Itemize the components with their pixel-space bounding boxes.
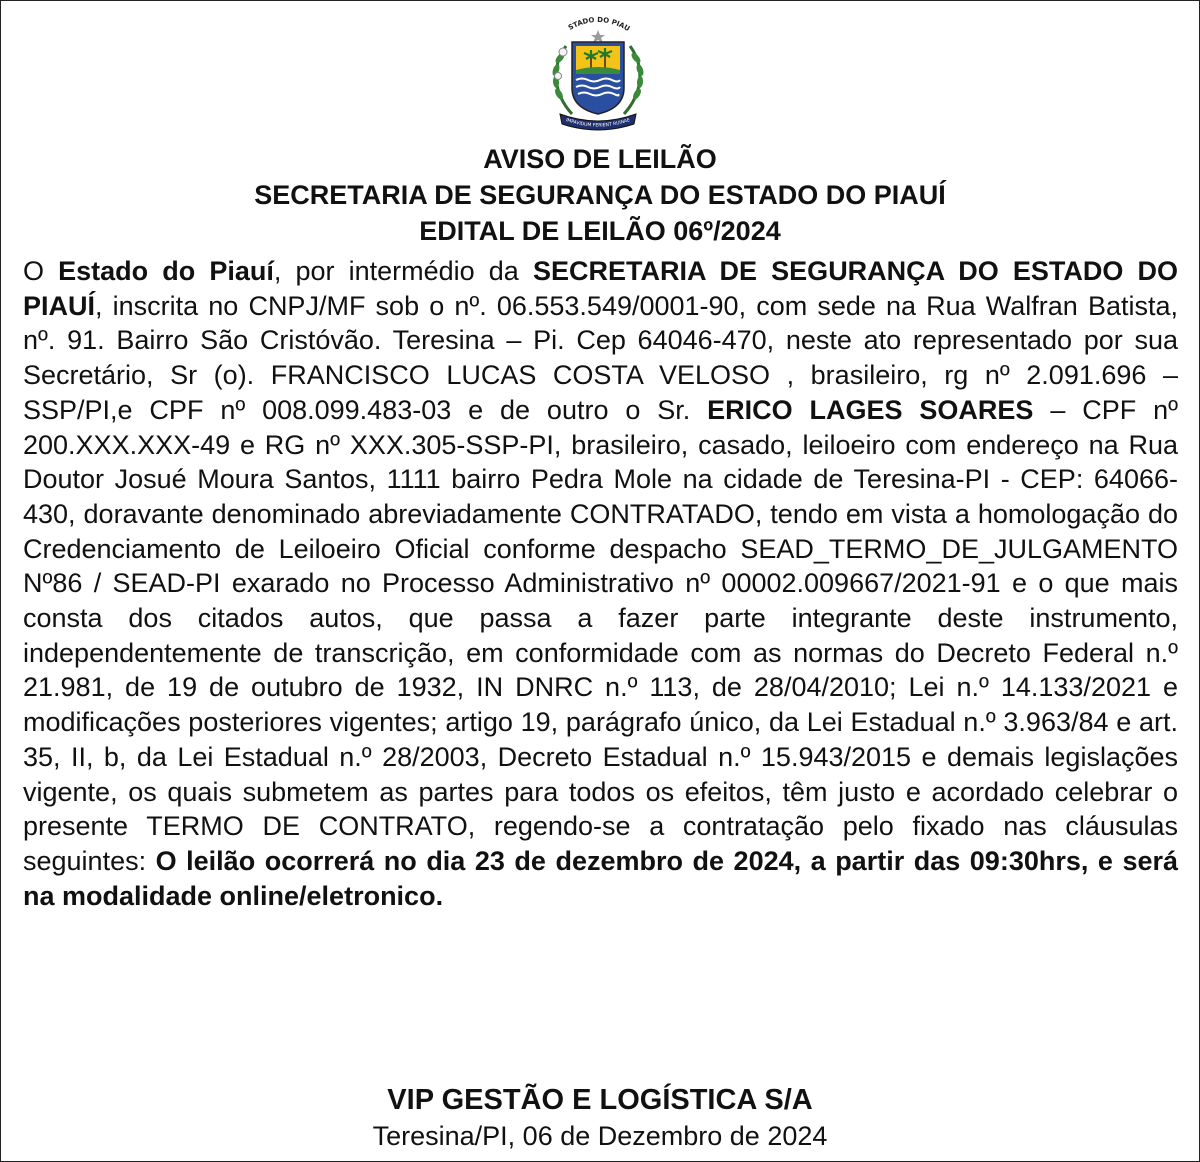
body-auction-date: O leilão ocorrerá no dia 23 de dezembro de 2024, a partir das 09:30hrs, e será na modalidade online/eletronico. — [23, 845, 1178, 911]
body-auctioneer-name: ERICO LAGES SOARES — [707, 394, 1034, 425]
notice-body — [23, 254, 1178, 913]
state-crest-icon — [538, 10, 658, 138]
crest-ribbon-text: IMPAVIDUM FERIENT RUINAE — [565, 118, 631, 129]
place-date: Teresina/PI, 06 de Dezembro de 2024 — [372, 1121, 828, 1151]
notice-title: AVISO DE LEILÃO — [483, 144, 717, 174]
signature-block — [0, 1082, 1200, 1154]
edital-number: EDITAL DE LEILÃO 06º/2024 — [419, 216, 781, 246]
body-intro: O — [23, 256, 59, 286]
notice-header — [0, 141, 1200, 249]
agency-name: SECRETARIA DE SEGURANÇA DO ESTADO DO PIAUÍ — [254, 180, 946, 210]
company-name: VIP GESTÃO E LOGÍSTICA S/A — [387, 1084, 813, 1116]
body-text-segment: , por intermédio da — [273, 256, 533, 286]
crest-top-text: STADO DO PIAU — [566, 15, 632, 34]
body-text-segment: , inscrita no CNPJ/MF sob o nº. 06.553.549/0001-90, com sede na Rua Walfran Batista, nº. 91. Bairro São Cristóvão. Teresina – Pi. Cep 64046-470, neste ato representado por sua Secretário, Sr (o). FRANCISCO LUCAS COSTA VELOSO , brasileiro, rg nº 2.091.696 – SSP/PI,e CPF nº 008.099.483-03 e de outro o Sr. — [23, 290, 1178, 425]
svg-text:ESTADO DO PIAUÍ — [538, 10, 631, 33]
body-agency-name: SECRETARIA DE SEGURANÇA DO ESTADO DO PIAUÍ — [23, 256, 1179, 321]
body-text-segment: – CPF nº 200.XXX.XXX-49 e RG nº XXX.305-SSP-PI, brasileiro, casado, leiloeiro com endereço na Rua Doutor Josué Moura Santos, 1111 bairro Pedra Mole na cidade de Teresina-PI - CEP: 64066-430, doravante denominado abreviadamente CONTRATADO, tendo em vista a homologação do Credenciamento de Leiloeiro Oficial conforme despacho SEAD_TERMO_DE_JULGAMENTO Nº86 / SEAD-PI exarado no Processo Administrativo nº 00002.009667/2021-91 e o que mais consta dos citados autos, que passa a fazer parte integrante deste instrumento, independentemente de transcrição, em conformidade com as normas do Decreto Federal n.º 21.981, de 19 de outubro de 1932, IN DNRC n.º 113, de 28/04/2010; Lei n.º 14.133/2021 e modificações posteriores vigentes; artigo 19, parágrafo único, da Lei Estadual n.º 3.963/84 e art. 35, II, b, da Lei Estadual n.º 28/2003, Decreto Estadual n.º 15.943/2015 e demais legislações vigente, os quais submetem as partes para todos os efeitos, têm justo e acordado celebrar o presente TERMO DE CONTRATO, regendo-se a contratação pelo fixado nas cláusulas seguintes: — [23, 394, 1178, 876]
body-state-name: Estado do Piauí — [58, 256, 274, 286]
state-crest — [538, 10, 658, 138]
